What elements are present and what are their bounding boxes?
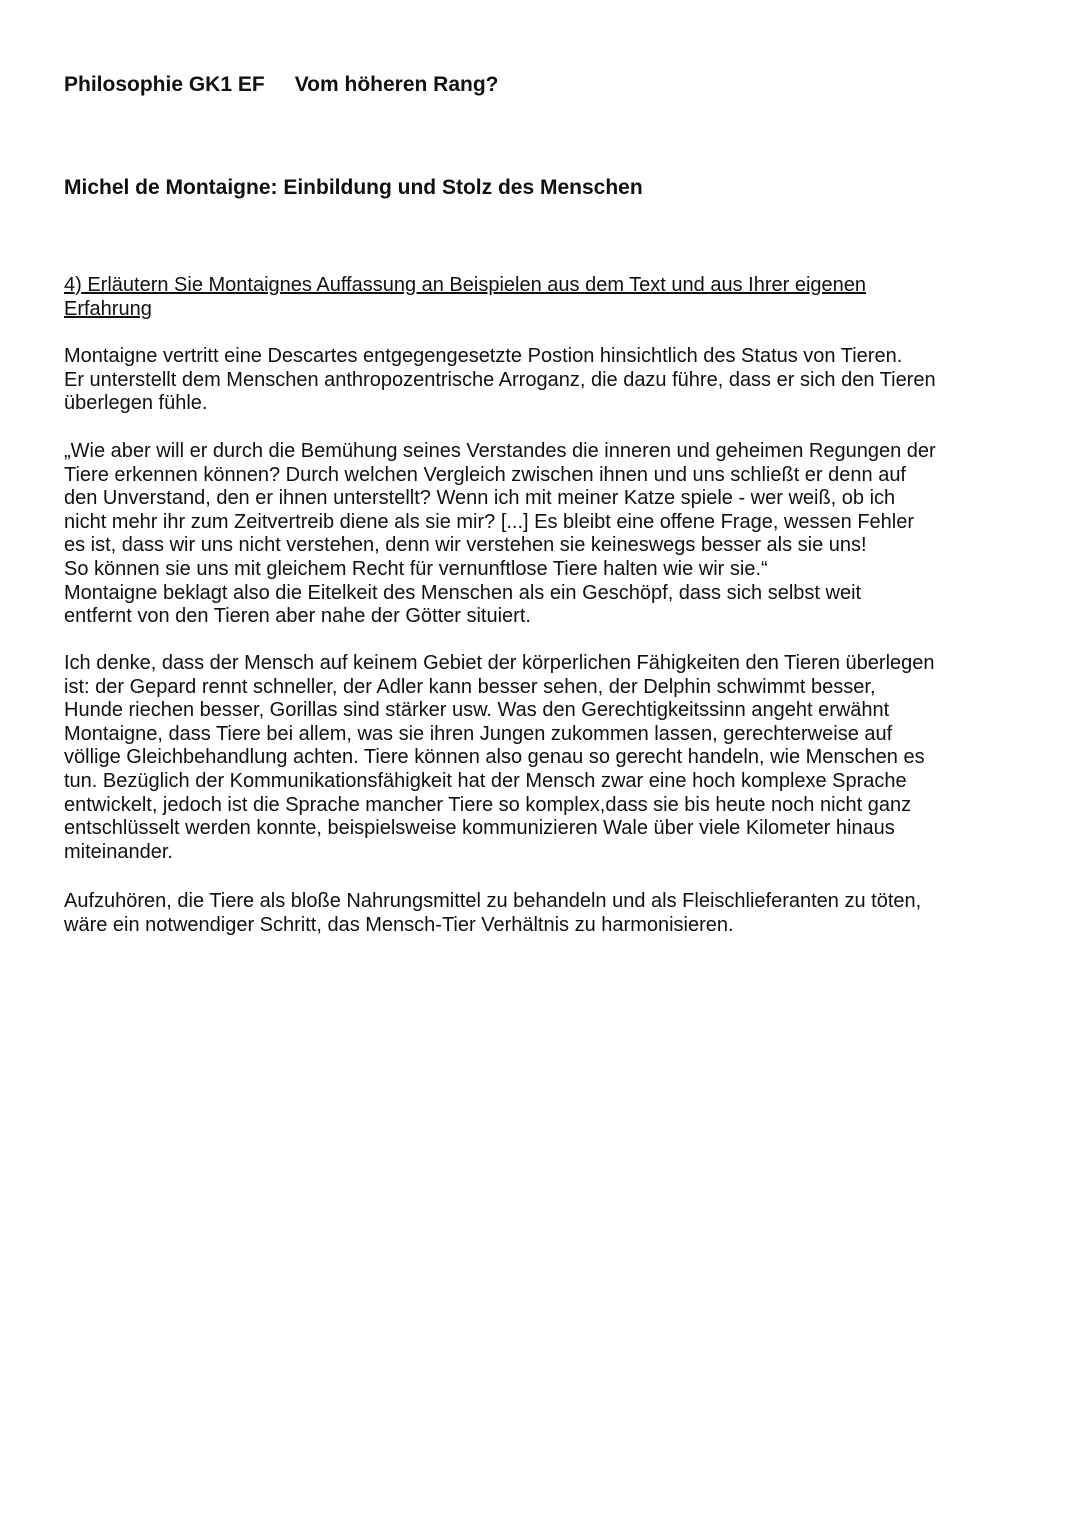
text-line: So können sie uns mit gleichem Recht für vernunftlose Tiere halten wie wir sie.“ — [64, 557, 768, 580]
document-title: Michel de Montaigne: Einbildung und Stolz des Menschen — [64, 176, 643, 199]
text-line: nicht mehr ihr zum Zeitvertreib diene als sie mir? [...] Es bleibt eine offene Frage, wessen Fehler — [64, 510, 915, 533]
text-line: völlige Gleichbehandlung achten. Tiere können also genau so gerecht handeln, wie Menschen es — [64, 746, 925, 769]
task-prompt — [64, 274, 1024, 321]
text-line: Ich denke, dass der Mensch auf keinem Gebiet der körperlichen Fähigkeiten den Tieren überlegen — [64, 652, 935, 674]
task-line: Erfahrung — [64, 297, 152, 320]
text-line: „Wie aber will er durch die Bemühung seines Verstandes die inneren und geheimen Regungen der — [64, 440, 936, 462]
text-line: den Unverstand, den er ihnen unterstellt? Wenn ich mit meiner Katze spiele - wer weiß, ob ich — [64, 487, 896, 510]
text-line: Er unterstellt dem Menschen anthropozentrische Arroganz, die dazu führe, dass er sich den Tieren — [64, 368, 936, 391]
text-line: es ist, dass wir uns nicht verstehen, denn wir verstehen sie keineswegs besser als sie uns! — [64, 534, 867, 557]
text-line: ist: der Gepard rennt schneller, der Adler kann besser sehen, der Delphin schwimmt besser, — [64, 675, 876, 698]
text-line: entfernt von den Tieren aber nahe der Götter situiert. — [64, 605, 531, 628]
paragraph-intro — [64, 345, 1024, 416]
course-label: Philosophie GK1 EF — [64, 73, 265, 96]
text-line: Aufzuhören, die Tiere als bloße Nahrungsmittel zu behandeln und als Fleischlieferanten zu töten, — [64, 890, 922, 912]
text-line: Hunde riechen besser, Gorillas sind stärker usw. Was den Gerechtigkeitssinn angeht erwähnt — [64, 699, 890, 722]
paragraph-conclusion — [64, 890, 1024, 937]
text-line: tun. Bezüglich der Kommunikationsfähigkeit hat der Mensch zwar eine hoch komplexe Sprache — [64, 769, 907, 792]
paragraph-opinion — [64, 652, 1024, 864]
text-line: Montaigne vertritt eine Descartes entgegengesetzte Postion hinsichtlich des Status von Tieren. — [64, 345, 903, 367]
text-line: Tiere erkennen können? Durch welchen Vergleich zwischen ihnen und uns schließt er denn auf — [64, 463, 906, 486]
text-line: entschlüsselt werden konnte, beispielsweise kommunizieren Wale über viele Kilometer hinaus — [64, 817, 895, 840]
text-line: miteinander. — [64, 840, 173, 863]
text-line: überlegen fühle. — [64, 392, 208, 415]
topic-label: Vom höheren Rang? — [294, 73, 499, 96]
course-header — [64, 73, 499, 97]
text-line: Montaigne beklagt also die Eitelkeit des Menschen als ein Geschöpf, dass sich selbst weit — [64, 581, 862, 604]
text-line: wäre ein notwendiger Schritt, das Mensch-Tier Verhältnis zu harmonisieren. — [64, 913, 734, 936]
task-line: 4) Erläutern Sie Montaignes Auffassung an Beispielen aus dem Text und aus Ihrer eigenen — [64, 274, 867, 296]
paragraph-quote — [64, 440, 1024, 629]
text-line: entwickelt, jedoch ist die Sprache mancher Tiere so komplex,dass sie bis heute noch nicht ganz — [64, 793, 912, 816]
text-line: Montaigne, dass Tiere bei allem, was sie ihren Jungen zukommen lassen, gerechterweise auf — [64, 722, 893, 745]
